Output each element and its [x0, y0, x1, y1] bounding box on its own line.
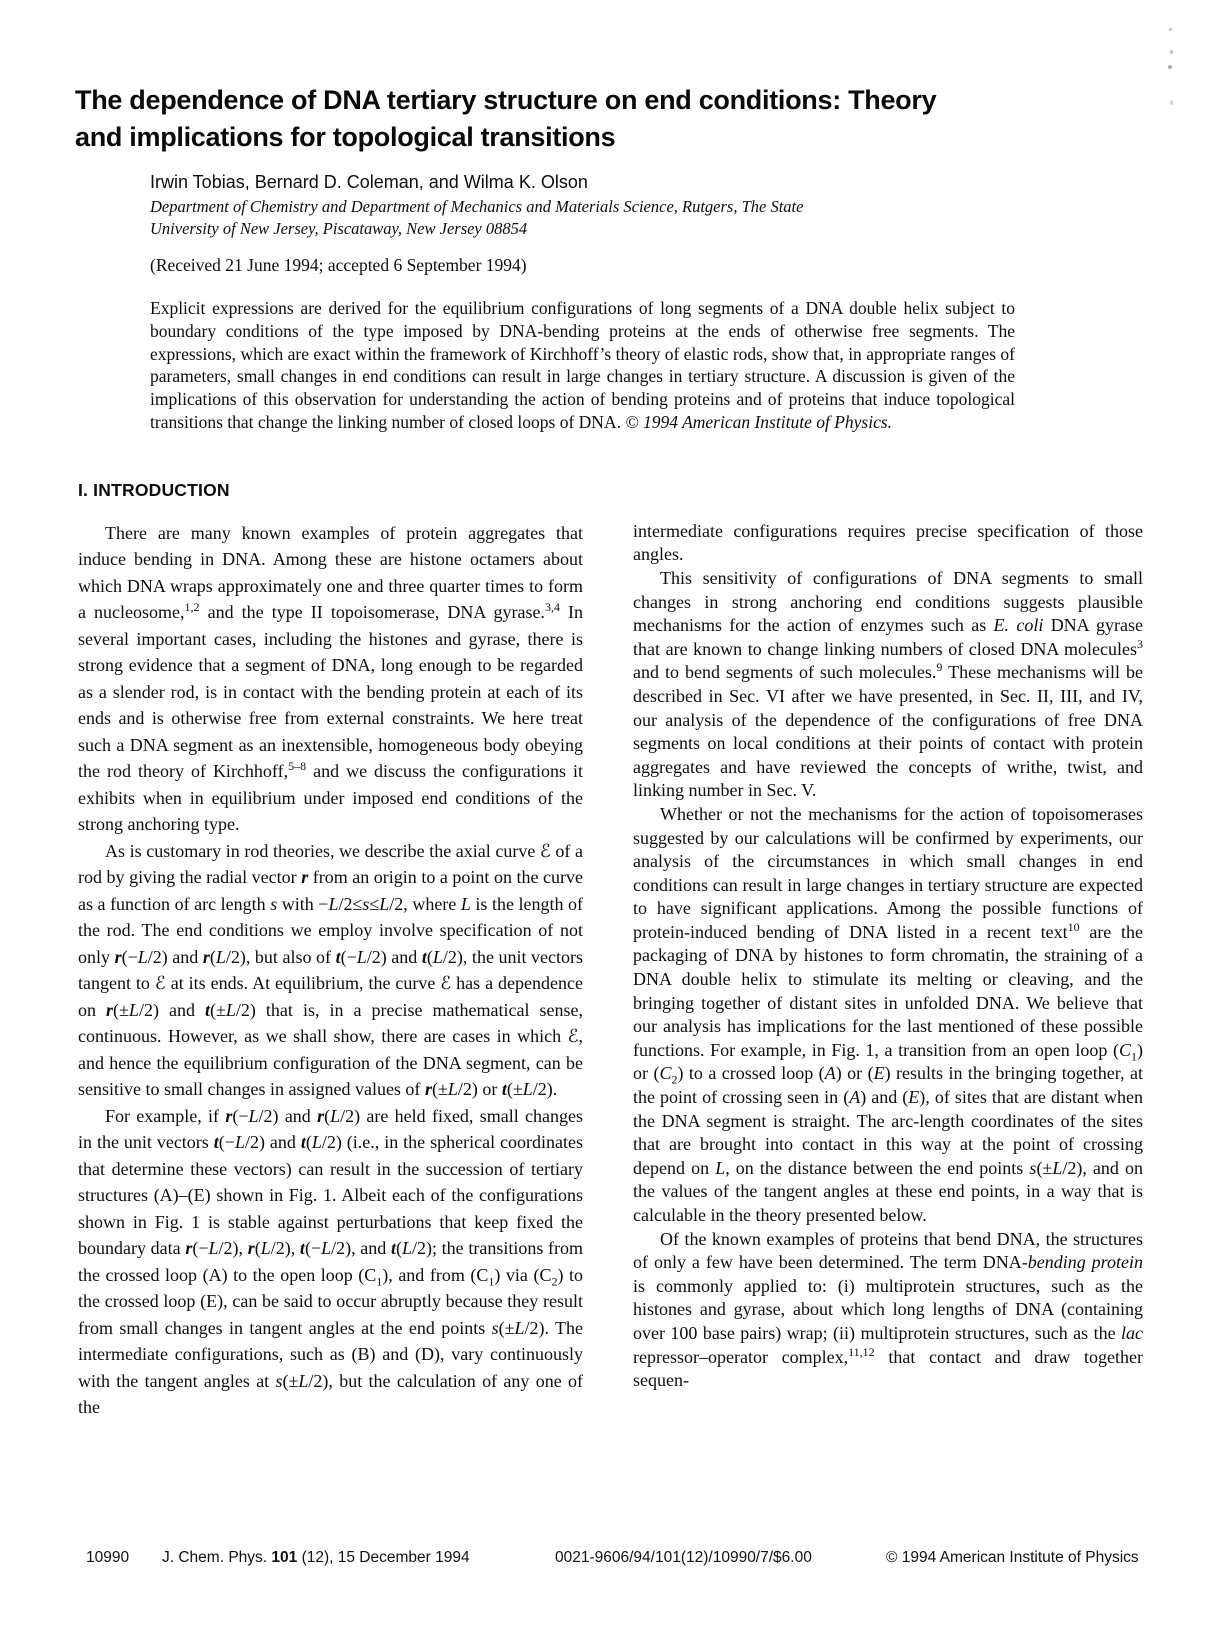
- article-fee-code: 0021-9606/94/101(12)/10990/7/$6.00: [555, 1549, 812, 1566]
- scan-speck: [1170, 100, 1173, 105]
- author-list: Irwin Tobias, Bernard D. Coleman, and Wilma K. Olson: [150, 172, 588, 192]
- intro-paragraph-5: Whether or not the mechanisms for the action of topoisomerases suggested by our calculations will be confirmed by experiments, our analysis of the circumstances in which small changes in end conditions can result in large changes in tertiary structure are expected to have significant applications. Among the possible functions of protein-induced bending of DNA listed in a recent text$^{10}$ are the packaging of DNA by histones to form chromatin, the straining of a DNA double helix to stimulate its melting or cleaving, and the bringing together of distant sites in unfolded DNA. We believe that our analysis has implications for the last mentioned of these possible functions. For example, in Fig. 1, a transition from an open loop $(C_1)$ or $(C_2)$ to a crossed loop (A) or (E) results in the bringing together, at the point of crossing seen in (A) and (E), of sites that are distant when the DNA segment is straight. The arc-length coordinates of the sites that are brought into contact in this way at the point of crossing depend on L, on the distance between the end points s(±L/2), and on the values of the tangent angles at these end points, in a way that is calculable in the theory presented below.: [633, 803, 1144, 1225]
- journal-citation: J. Chem. Phys. 101 (12), 15 December 1994: [162, 1549, 470, 1566]
- intro-paragraph-3: For example, if r(−L/2) and r(L/2) are held fixed, small changes in the unit vectors t(−L/2) and t(L/2) (i.e., in the spherical coordinates that determine these vectors) can result in the succession of tertiary structures (A)–(E) shown in Fig. 1. Albeit each of the configurations shown in Fig. 1 is stable against perturbations that keep fixed the boundary data r(−L/2), r(L/2), t(−L/2), and t(L/2); the transitions from the crossed loop (A) to the open loop $(C_1)$, and from $(C_1)$ via $(C_2)$ to the crossed loop (E), can be said to occur abruptly because they result from small changes in tangent angles at the end points s(±L/2). The intermediate configurations, such as (B) and (D), vary continuously with the tangent angles at s(±L/2), but the calculation of any one of the: [78, 1105, 584, 1418]
- scan-speck: [1170, 50, 1173, 54]
- scan-speck: [1169, 28, 1172, 31]
- affiliation: Department of Chemistry and Department of Mechanics and Materials Science, Rutgers, The State University of New Jersey, Piscataway, New Jersey 08854: [150, 197, 804, 238]
- intro-paragraph-6: Of the known examples of proteins that bend DNA, the structures of only a few have been determined. The term DNA-bending protein is commonly applied to: (i) multiprotein structures, such as the histones and gyrase, about which long lengths of DNA (containing over 100 base pairs) wrap; (ii) multiprotein structures, such as the lac repressor–operator complex,$^{11,12}$ that contact and draw together sequen-: [633, 1228, 1143, 1391]
- article-header: [75, 82, 1130, 434]
- left-column: [78, 480, 583, 1421]
- page-number: 10990: [86, 1549, 130, 1566]
- intro-paragraph-4: This sensitivity of configurations of DNA segments to small changes in strong anchoring end conditions suggests plausible mechanisms for the action of enzymes such as E. coli DNA gyrase that are known to change linking numbers of closed DNA molecules$^3$ and to bend segments of such molecules.$^9$ These mechanisms will be described in Sec. VI after we have presented, in Sec. II, III, and IV, our analysis of the dependence of the configurations of free DNA segments on local conditions at their points of contact with protein aggregates and have reviewed the concepts of writhe, twist, and linking number in Sec. V.: [633, 567, 1144, 801]
- abstract: Explicit expressions are derived for the equilibrium configurations of long segments of a DNA double helix subject to boundary conditions of the type imposed by DNA-bending proteins at the ends of otherwise free segments. The expressions, which are exact within the framework of Kirchhoff’s theory of elastic rods, show that, in appropriate ranges of parameters, small changes in end conditions can result in large changes in tertiary structure. A discussion is given of the implications of this observation for understanding the action of bending proteins and of proteins that induce topological transitions that change the linking number of closed loops of DNA. © 1994 American Institute of Physics.: [150, 298, 1015, 432]
- section-heading-introduction: I. INTRODUCTION: [78, 479, 230, 500]
- right-column: [633, 480, 1143, 1421]
- copyright-notice: © 1994 American Institute of Physics: [886, 1549, 1139, 1566]
- paper-title: The dependence of DNA tertiary structure on end conditions: Theory and implications for topological transitions: [75, 85, 937, 152]
- intro-paragraph-1: There are many known examples of protein aggregates that induce bending in DNA. Among these are histone octamers about which DNA wraps approximately one and three quarter times to form a nucleosome,$^{1,2}$ and the type II topoisomerase, DNA gyrase.$^{3,4}$ In several important cases, including the histones and gyrase, there is strong evidence that a segment of DNA, long enough to be regarded as a slender rod, is in contact with the bending protein at each of its ends and is otherwise free from external constraints. We here treat such a DNA segment as an inextensible, homogeneous body obeying the rod theory of Kirchhoff,$^{5-8}$ and we discuss the configurations it exhibits when in equilibrium under imposed end conditions of the strong anchoring type.: [78, 522, 584, 835]
- intro-paragraph-3-continuation: intermediate configurations requires precise specification of those angles.: [633, 520, 1143, 565]
- intro-paragraph-2: As is customary in rod theories, we describe the axial curve ℰ of a rod by giving the radial vector r from an origin to a point on the curve as a function of arc length s with −L/2≤s≤L/2, where L is the length of the rod. The end conditions we employ involve specification of not only r(−L/2) and r(L/2), but also of t(−L/2) and t(L/2), the unit vectors tangent to ℰ at its ends. At equilibrium, the curve ℰ has a dependence on r(±L/2) and t(±L/2) that is, in a precise mathematical sense, continuous. However, as we shall show, there are cases in which ℰ, and hence the equilibrium configuration of the DNA segment, can be sensitive to small changes in assigned values of r(±L/2) or t(±L/2).: [78, 840, 584, 1100]
- two-column-body: [78, 480, 1205, 1421]
- received-dates: (Received 21 June 1994; accepted 6 September 1994): [150, 255, 527, 275]
- scan-speck: [1168, 65, 1172, 69]
